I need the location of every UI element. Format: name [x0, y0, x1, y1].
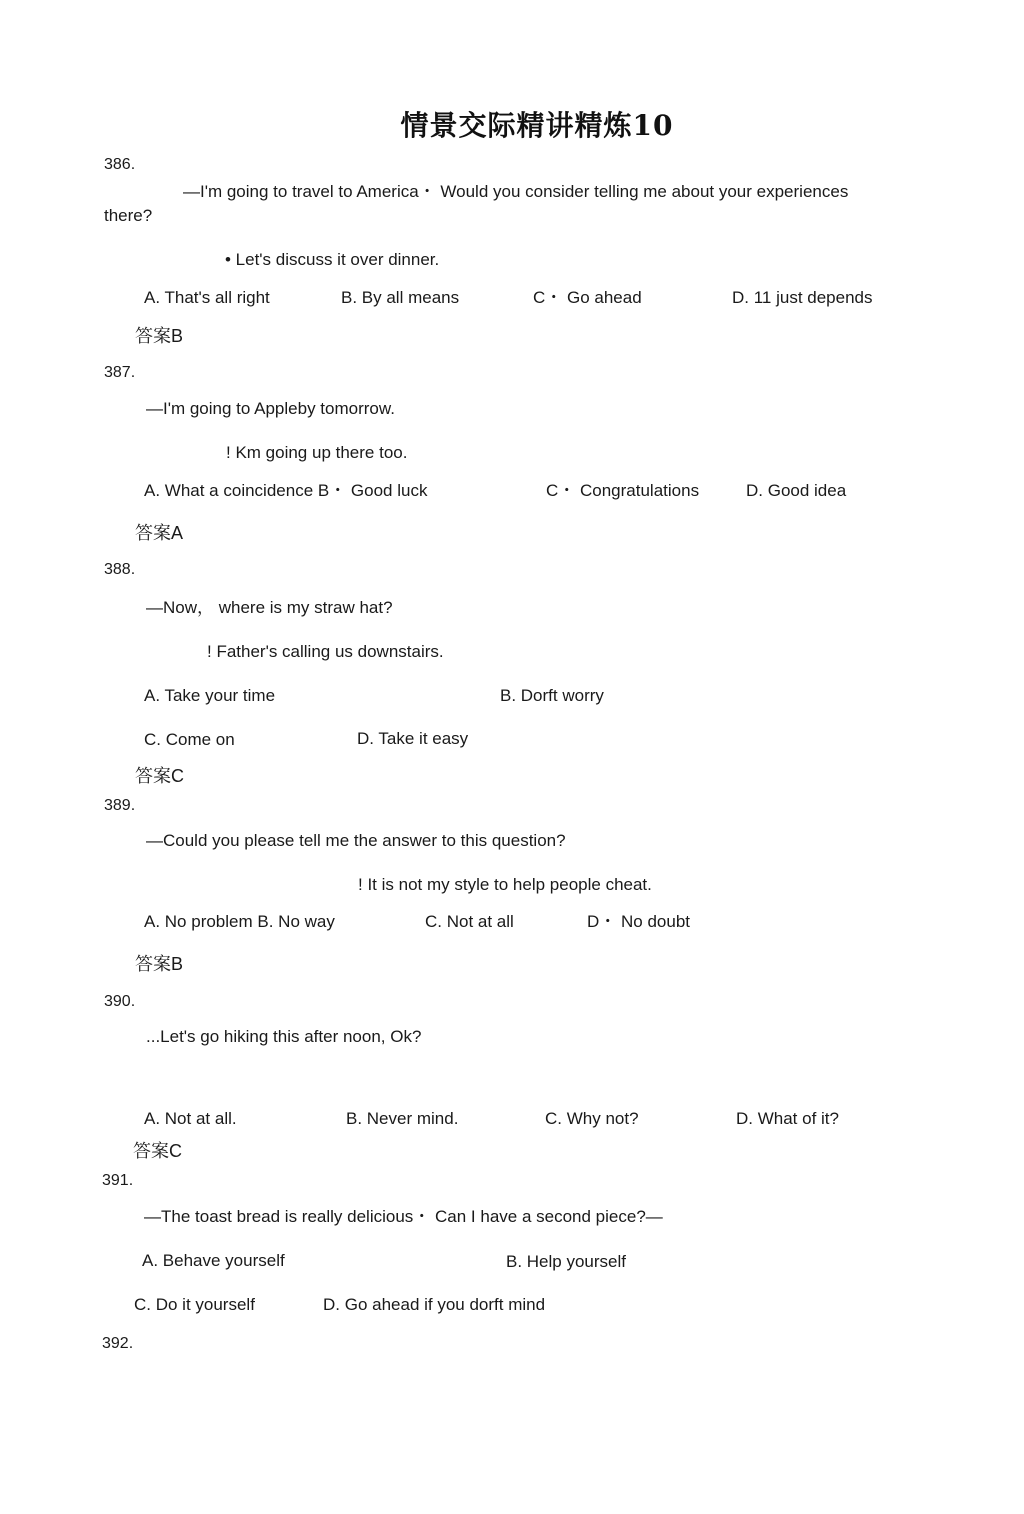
option-d: D. 11 just depends — [732, 288, 873, 307]
question-prompt: —Could you please tell me the answer to this question? — [146, 831, 566, 850]
option-d: D. What of it? — [736, 1109, 839, 1128]
question-number: 388. — [104, 561, 136, 578]
option-a-b: A. What a coincidence B・ Good luck — [144, 481, 428, 500]
option-d: D. Go ahead if you dorft mind — [323, 1295, 546, 1314]
option-d: D. Good idea — [746, 481, 847, 500]
option-b: B. Dorft worry — [500, 686, 604, 705]
question-prompt: —I'm going to travel to America・ Would you consider telling me about your experiences — [183, 182, 849, 201]
option-b: B. Never mind. — [346, 1109, 459, 1128]
option-c: C・ Congratulations — [546, 481, 700, 500]
question-number: 386. — [104, 156, 136, 173]
option-a-b: A. No problem B. No way — [144, 912, 335, 931]
option-b: B. By all means — [341, 288, 460, 307]
option-c: C. Why not? — [545, 1109, 639, 1128]
answer-label: 答案C — [135, 766, 184, 786]
option-a: A. That's all right — [144, 288, 270, 307]
question-reply: ! It is not my style to help people cheat. — [358, 875, 652, 894]
option-a: A. Not at all. — [144, 1109, 237, 1128]
question-reply: ! Km going up there too. — [226, 443, 408, 462]
question-number: 392. — [102, 1335, 134, 1352]
question-prompt-continued: there? — [104, 206, 153, 225]
question-number: 387. — [104, 364, 136, 381]
option-c: C・ Go ahead — [533, 288, 642, 307]
answer-label: 答案B — [135, 954, 184, 974]
option-c: C. Do it yourself — [134, 1295, 255, 1314]
question-prompt: —The toast bread is really delicious・ Can I have a second piece?— — [144, 1207, 663, 1226]
option-c: C. Come on — [144, 730, 235, 749]
option-b: B. Help yourself — [506, 1252, 626, 1271]
question-number: 389. — [104, 797, 136, 814]
option-a: A. Behave yourself — [142, 1251, 285, 1270]
question-number: 390. — [104, 993, 136, 1010]
option-c: C. Not at all — [425, 912, 514, 931]
answer-label: 答案B — [135, 326, 184, 346]
option-d: D. Take it easy — [357, 729, 469, 748]
question-prompt: —I'm going to Appleby tomorrow. — [146, 399, 395, 418]
option-d: D・ No doubt — [587, 912, 690, 931]
answer-label: 答案C — [133, 1141, 182, 1161]
question-prompt: ...Let's go hiking this after noon, Ok? — [146, 1027, 422, 1046]
option-a: A. Take your time — [144, 686, 276, 705]
question-prompt: —Now， where is my straw hat? — [146, 598, 393, 617]
answer-label: 答案A — [135, 523, 184, 543]
question-number: 391. — [102, 1172, 134, 1189]
page-title: 情景交际精讲精炼10 — [400, 109, 674, 142]
question-reply: • Let's discuss it over dinner. — [225, 250, 440, 269]
question-reply: ! Father's calling us downstairs. — [207, 642, 444, 661]
